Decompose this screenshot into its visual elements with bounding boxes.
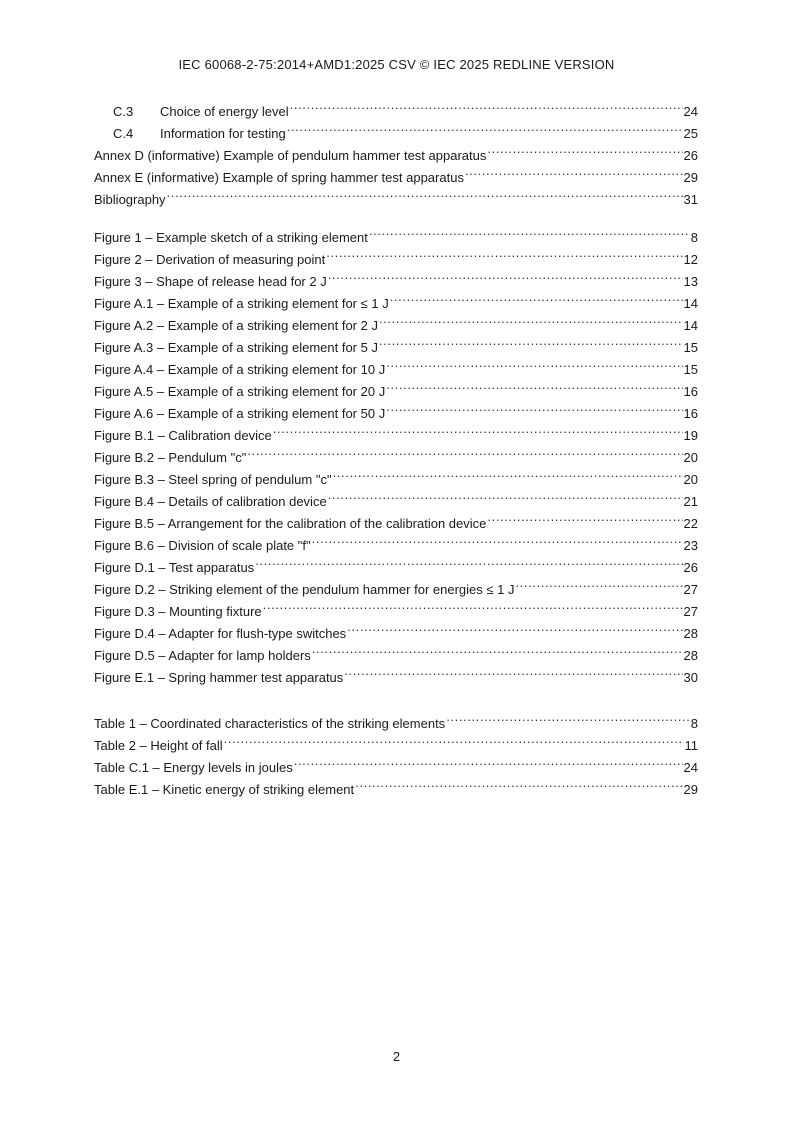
toc-entry-title: Annex E (informative) Example of spring hammer test apparatus [94, 170, 464, 185]
toc-entry-bibliography[interactable] [94, 182, 698, 207]
toc-entry-page: 29 [683, 782, 698, 797]
dot-leader [355, 772, 682, 794]
dot-leader [294, 750, 683, 772]
toc-entry-page: 26 [683, 560, 698, 575]
table-entry[interactable] [94, 706, 698, 731]
toc-entry-page: 25 [683, 126, 698, 141]
list-of-figures [94, 220, 698, 685]
figure-entry[interactable] [94, 220, 698, 245]
toc-entry-title: Figure E.1 – Spring hammer test apparatus [94, 670, 344, 685]
toc-entry-page: 12 [683, 252, 698, 267]
toc-entry-title: Information for testing [160, 126, 286, 141]
toc-entry-page: 26 [683, 148, 698, 163]
dot-leader [390, 286, 683, 308]
toc-entry-title: Figure 3 – Shape of release head for 2 J [94, 274, 327, 289]
list-of-tables [94, 706, 698, 797]
toc-entry-page: 31 [683, 192, 698, 207]
toc-entry-page: 13 [683, 274, 698, 289]
toc-entry-title: Figure B.5 – Arrangement for the calibration of the calibration device [94, 516, 487, 531]
toc-entry-title: Figure D.2 – Striking element of the pendulum hammer for energies ≤ 1 J [94, 582, 515, 597]
toc-entry-title: Figure D.5 – Adapter for lamp holders [94, 648, 311, 663]
dot-leader [273, 418, 683, 440]
dot-leader [379, 330, 683, 352]
toc-entry-page: 14 [683, 318, 698, 333]
toc-entry-page: 15 [683, 362, 698, 377]
dot-leader [333, 462, 683, 484]
toc-entry-page: 20 [683, 450, 698, 465]
toc-entry-page: 11 [684, 738, 698, 753]
toc-entry-title: Figure B.1 – Calibration device [94, 428, 272, 443]
toc-entry-title: Figure B.2 – Pendulum "c" [94, 450, 247, 465]
toc-entry-page: 15 [683, 340, 698, 355]
toc-entry-page: 29 [683, 170, 698, 185]
dot-leader [167, 182, 683, 204]
toc-entry-title: Figure A.2 – Example of a striking element for 2 J [94, 318, 378, 333]
toc-entry-page: 14 [683, 296, 698, 311]
dot-leader [326, 242, 682, 264]
dot-leader [515, 572, 682, 594]
toc-entry-title: Figure 1 – Example sketch of a striking element [94, 230, 368, 245]
toc-entry-page: 19 [683, 428, 698, 443]
toc-entry-number: C.4 [113, 126, 134, 141]
toc-entry-title: Figure A.4 – Example of a striking element for 10 J [94, 362, 386, 377]
dot-leader [263, 594, 683, 616]
toc-entry-page: 24 [683, 760, 698, 775]
dot-leader [446, 706, 690, 728]
toc-entry-page: 21 [683, 494, 698, 509]
toc-entry-title: Table 2 – Height of fall [94, 738, 223, 753]
toc-entry-title: Annex D (informative) Example of pendulum hammer test apparatus [94, 148, 487, 163]
toc-entry-number: C.3 [113, 104, 134, 119]
dot-leader [312, 638, 683, 660]
dot-leader [247, 440, 682, 462]
toc-annex-list [94, 94, 698, 207]
toc-entry-title: Choice of energy level [160, 104, 289, 119]
toc-entry-title: Figure D.4 – Adapter for flush-type switches [94, 626, 347, 641]
toc-entry-page: 23 [683, 538, 698, 553]
toc-entry-page: 16 [683, 406, 698, 421]
toc-entry-title: Figure D.3 – Mounting fixture [94, 604, 262, 619]
dot-leader [386, 374, 682, 396]
dot-leader [344, 660, 682, 682]
dot-leader [255, 550, 682, 572]
dot-leader [287, 116, 683, 138]
dot-leader [369, 220, 690, 242]
dot-leader [487, 138, 682, 160]
toc-entry-page: 16 [683, 384, 698, 399]
toc-entry-title: Figure A.6 – Example of a striking element for 50 J [94, 406, 386, 421]
toc-entry-page: 30 [683, 670, 698, 685]
toc-entry-title: Figure A.5 – Example of a striking element for 20 J [94, 384, 386, 399]
page-header: IEC 60068-2-75:2014+AMD1:2025 CSV © IEC 2025 REDLINE VERSION [178, 57, 615, 72]
dot-leader [312, 528, 683, 550]
toc-entry-title: Figure A.3 – Example of a striking element for 5 J [94, 340, 378, 355]
dot-leader [386, 396, 682, 418]
dot-leader [379, 308, 683, 330]
toc-entry-title: Bibliography [94, 192, 166, 207]
toc-entry-title: Table E.1 – Kinetic energy of striking element [94, 782, 355, 797]
dot-leader [290, 94, 683, 116]
toc-entry-page: 28 [683, 648, 698, 663]
toc-entry-page: 28 [683, 626, 698, 641]
toc-entry-title: Table C.1 – Energy levels in joules [94, 760, 293, 775]
toc-entry-title: Figure B.4 – Details of calibration device [94, 494, 327, 509]
dot-leader [328, 264, 683, 286]
dot-leader [386, 352, 682, 374]
toc-entry-page: 27 [683, 582, 698, 597]
dot-leader [224, 728, 684, 750]
toc-entry-page: 8 [690, 230, 698, 245]
toc-entry-c3[interactable] [94, 94, 698, 119]
toc-entry-title: Figure A.1 – Example of a striking element for ≤ 1 J [94, 296, 389, 311]
dot-leader [328, 484, 683, 506]
page-number: 2 [392, 1049, 401, 1064]
toc-entry-page: 8 [690, 716, 698, 731]
toc-entry-page: 20 [683, 472, 698, 487]
toc-entry-page: 27 [683, 604, 698, 619]
dot-leader [347, 616, 682, 638]
toc-entry-page: 22 [683, 516, 698, 531]
toc-entry-title: Figure D.1 – Test apparatus [94, 560, 255, 575]
toc-entry-title: Figure B.6 – Division of scale plate "f" [94, 538, 311, 553]
toc-entry-title: Figure B.3 – Steel spring of pendulum "c" [94, 472, 332, 487]
toc-entry-title: Table 1 – Coordinated characteristics of the striking elements [94, 716, 446, 731]
dot-leader [487, 506, 682, 528]
toc-entry-page: 24 [683, 104, 698, 119]
dot-leader [465, 160, 683, 182]
toc-entry-title: Figure 2 – Derivation of measuring point [94, 252, 326, 267]
